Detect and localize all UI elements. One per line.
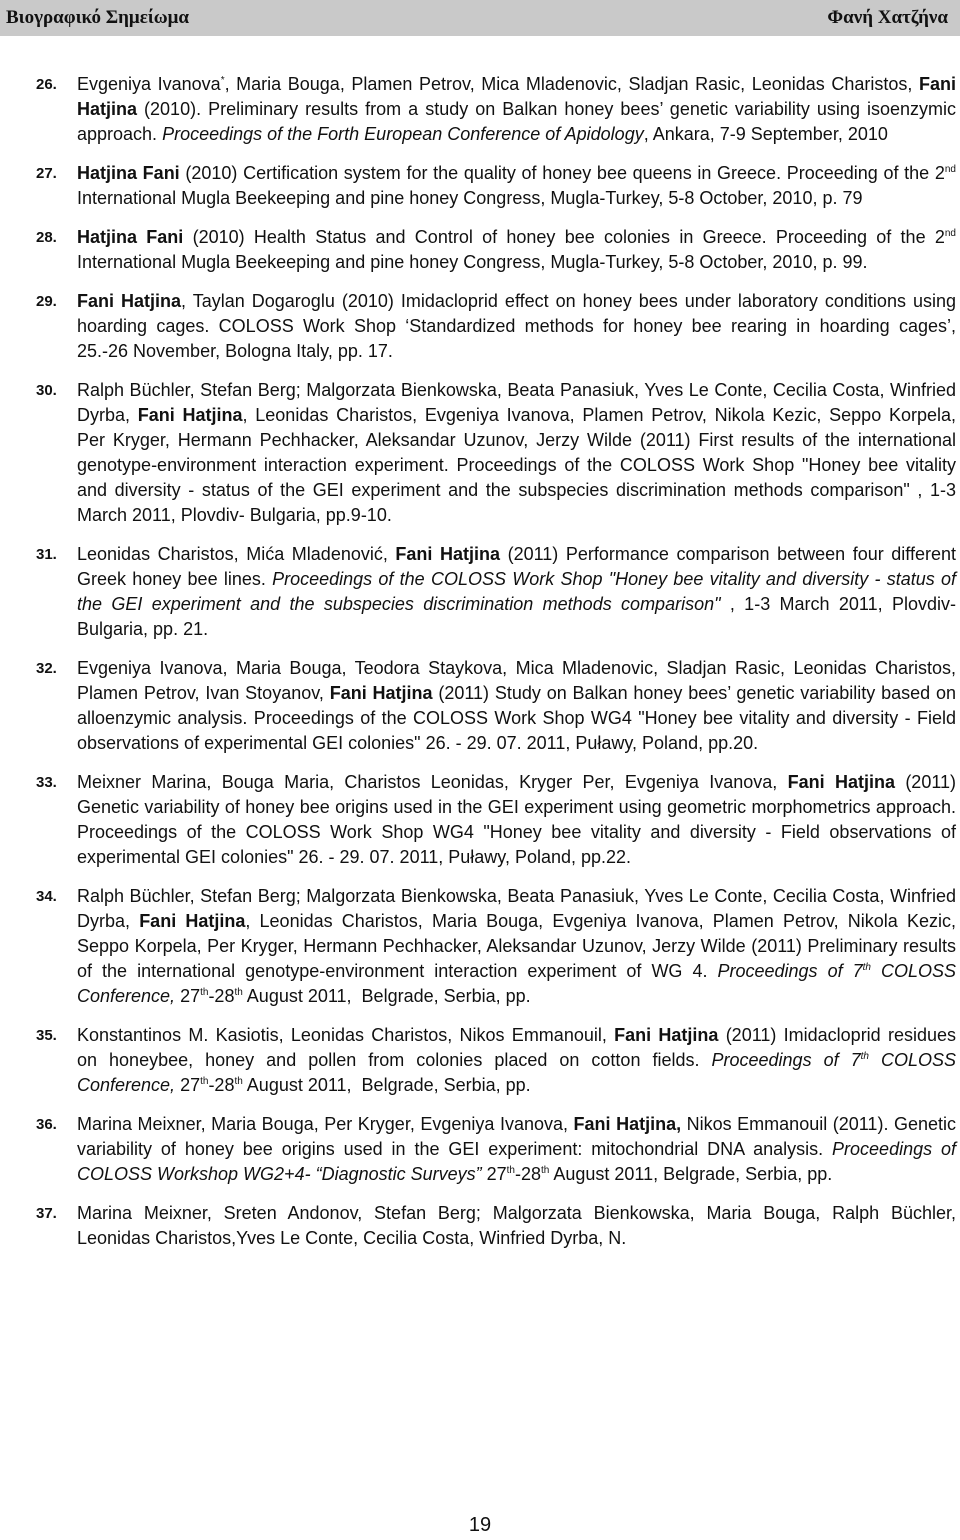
- entry-number: 33.: [36, 774, 57, 791]
- entry-number: 30.: [36, 382, 57, 399]
- publication-list: [36, 72, 956, 1265]
- publication-entry: [36, 1112, 956, 1187]
- entry-number: 34.: [36, 888, 57, 905]
- publication-entry: [36, 72, 956, 147]
- entry-citation: Meixner Marina, Bouga Maria, Charistos Leonidas, Kryger Per, Evgeniya Ivanova, Fani Hatjina (2011) Genetic variability of honey bee origins used in the GEI experiment using geometric morphometrics approach. Proceedings of the COLOSS Work Shop WG4 "Honey bee vitality and diversity - Field observations of experimental GEI colonies" 26. - 29. 07. 2011, Puławy, Poland, pp.22.: [77, 772, 957, 867]
- entry-citation: Konstantinos M. Kasiotis, Leonidas Charistos, Nikos Emmanouil, Fani Hatjina (2011) Imidacloprid residues on honeybee, honey and pollen from colonies placed on cotton fields. Proceedings of 7th COLOSS Conference, 27th-28th August 2011, Belgrade, Serbia, pp.: [77, 1025, 957, 1095]
- publication-entry: [36, 884, 956, 1009]
- publication-entry: [36, 161, 956, 211]
- entry-number: 32.: [36, 660, 57, 677]
- entry-citation: Fani Hatjina, Taylan Dogaroglu (2010) Imidacloprid effect on honey bees under laboratory conditions using hoarding cages. COLOSS Work Shop ‘Standardized methods for honey bee rearing in hoarding cages’, 25.-26 November, Bologna Italy, pp. 17.: [77, 291, 956, 361]
- page-header: [0, 0, 960, 36]
- publication-entry: [36, 542, 956, 642]
- entry-number: 28.: [36, 229, 57, 246]
- entry-citation: Ralph Büchler, Stefan Berg; Malgorzata Bienkowska, Beata Panasiuk, Yves Le Conte, Cecilia Costa, Winfried Dyrba, Fani Hatjina, Leonidas Charistos, Evgeniya Ivanova, Plamen Petrov, Nikola Kezic, Seppo Korpela, Per Kryger, Hermann Pechhacker, Aleksandar Uzunov, Jerzy Wilde (2011) First results of the international genotype-environment interaction experiment. Proceedings of the COLOSS Work Shop "Honey bee vitality and diversity - status of the GEI experiment and the subspecies discrimination methods comparison" , 1-3 March 2011, Plovdiv- Bulgaria, pp.9-10.: [77, 380, 956, 525]
- publication-entry: [36, 378, 956, 528]
- publication-entry: [36, 289, 956, 364]
- entry-citation: Leonidas Charistos, Mića Mladenović, Fani Hatjina (2011) Performance comparison between four different Greek honey bee lines. Proceedings of the COLOSS Work Shop "Honey bee vitality and diversity - status of the GEI experiment and the subspecies discrimination methods comparison" , 1-3 March 2011, Plovdiv- Bulgaria, pp. 21.: [77, 544, 956, 639]
- entry-number: 31.: [36, 546, 57, 563]
- publication-entry: [36, 656, 956, 756]
- entry-number: 26.: [36, 76, 57, 93]
- publication-entry: [36, 1023, 956, 1098]
- entry-number: 29.: [36, 293, 57, 310]
- entry-citation: Marina Meixner, Sreten Andonov, Stefan Berg; Malgorzata Bienkowska, Maria Bouga, Ralph Büchler, Leonidas Charistos,Yves Le Conte, Cecilia Costa, Winfried Dyrba, N.: [77, 1203, 956, 1248]
- entry-number: 37.: [36, 1205, 57, 1222]
- publication-entry: [36, 225, 956, 275]
- entry-number: 36.: [36, 1116, 57, 1133]
- entry-citation: Hatjina Fani (2010) Health Status and Control of honey bee colonies in Greece. Proceeding of the 2nd International Mugla Beekeeping and pine honey Congress, Mugla-Turkey, 5-8 October, 2010, p. 99.: [77, 227, 956, 272]
- entry-citation: Ralph Büchler, Stefan Berg; Malgorzata Bienkowska, Beata Panasiuk, Yves Le Conte, Cecilia Costa, Winfried Dyrba, Fani Hatjina, Leonidas Charistos, Maria Bouga, Evgeniya Ivanova, Plamen Petrov, Nikola Kezic, Seppo Korpela, Per Kryger, Hermann Pechhacker, Aleksandar Uzunov, Jerzy Wilde (2011) Preliminary results of the international genotype-environment interaction experiment of WG 4. Proceedings of 7th COLOSS Conference, 27th-28th August 2011, Belgrade, Serbia, pp.: [77, 886, 956, 1006]
- entry-citation: Hatjina Fani (2010) Certification system for the quality of honey bee queens in Greece. Proceeding of the 2nd International Mugla Beekeeping and pine honey Congress, Mugla-Turkey, 5-8 October, 2010, p. 79: [77, 163, 956, 208]
- entry-number: 35.: [36, 1027, 57, 1044]
- page-number: 19: [468, 1514, 492, 1536]
- entry-citation: Marina Meixner, Maria Bouga, Per Kryger, Evgeniya Ivanova, Fani Hatjina, Nikos Emmanouil (2011). Genetic variability of honey bee origins used in the GEI experiment: mitochondrial DNA analysis. Proceedings of COLOSS Workshop WG2+4- “Diagnostic Surveys” 27th-28th August 2011, Belgrade, Serbia, pp.: [77, 1114, 957, 1184]
- publication-entry: [36, 770, 956, 870]
- entry-citation: Evgeniya Ivanova*, Maria Bouga, Plamen Petrov, Mica Mladenovic, Sladjan Rasic, Leonidas Charistos, Fani Hatjina (2010). Preliminary results from a study on Balkan honey bees’ genetic variability using isoenzymic approach. Proceedings of the Forth European Conference of Apidology, Ankara, 7-9 September, 2010: [77, 74, 956, 144]
- entry-citation: Evgeniya Ivanova, Maria Bouga, Teodora Staykova, Mica Mladenovic, Sladjan Rasic, Leonidas Charistos, Plamen Petrov, Ivan Stoyanov, Fani Hatjina (2011) Study on Balkan honey bees’ genetic variability based on alloenzymic analysis. Proceedings of the COLOSS Work Shop WG4 "Honey bee vitality and diversity - Field observations of experimental GEI colonies" 26. - 29. 07. 2011, Puławy, Poland, pp.20.: [77, 658, 956, 753]
- entry-number: 27.: [36, 165, 57, 182]
- publication-entry: [36, 1201, 956, 1251]
- header-document-title: Βιογραφικό Σημείωμα: [6, 7, 189, 28]
- header-author-name: Φανή Χατζήνα: [827, 7, 948, 28]
